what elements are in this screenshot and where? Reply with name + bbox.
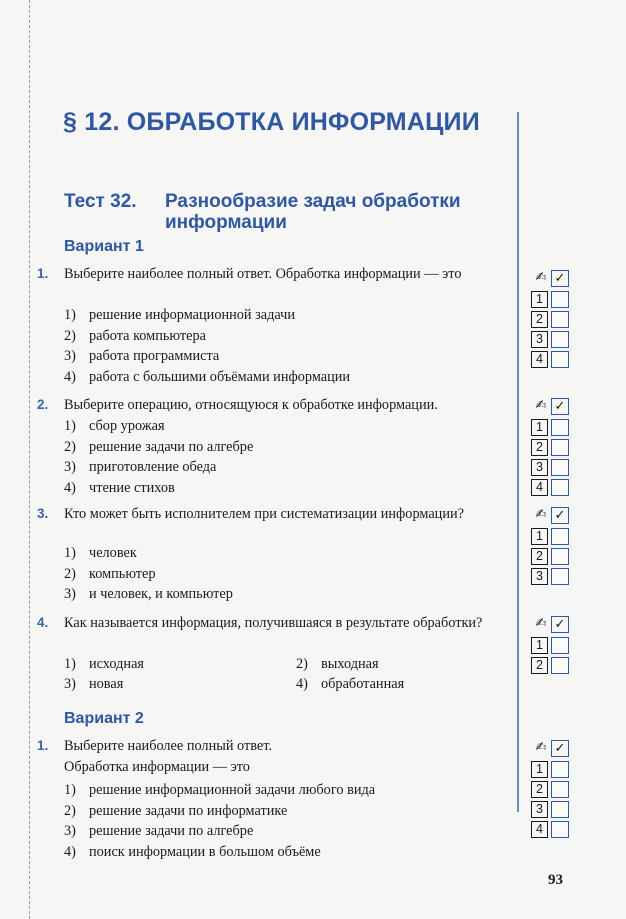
answer-cell[interactable] [551, 479, 569, 496]
pen-icon: ✍ [535, 616, 547, 631]
test-number: Тест 32. [64, 191, 137, 212]
question-text: Кто может быть исполнителем при систематизации информации? [64, 506, 464, 522]
options-list [64, 543, 233, 605]
answer-cell[interactable] [551, 528, 569, 545]
answer-digit: 2 [531, 439, 548, 456]
question-text: Как называется информация, получившаяся в результате обработки? [64, 615, 483, 631]
answer-cell[interactable] [551, 801, 569, 818]
options-grid [64, 654, 504, 696]
answer-digit: 1 [531, 637, 548, 654]
answer-digit: 4 [531, 351, 548, 368]
answer-cell[interactable] [551, 568, 569, 585]
answer-digit: 3 [531, 331, 548, 348]
answer-digit: 3 [531, 801, 548, 818]
cut-line [29, 0, 30, 919]
section-title: § 12. ОБРАБОТКА ИНФОРМАЦИИ [63, 108, 480, 136]
answer-digit: 1 [531, 419, 548, 436]
answer-digit: 1 [531, 528, 548, 545]
option[interactable]: 2) выходная [296, 656, 379, 672]
option[interactable]: 3) работа программиста [64, 348, 220, 364]
question-number: 4. [37, 615, 49, 630]
question-text: Выберите наиболее полный ответ. Обработка информации — это [64, 266, 462, 282]
option[interactable]: 4) обработанная [296, 676, 405, 692]
option[interactable]: 2) компьютер [64, 565, 156, 582]
options-list [64, 780, 375, 862]
answer-cell[interactable] [551, 781, 569, 798]
answer-digit: 2 [531, 657, 548, 674]
check-mark-box: ✓ [551, 616, 569, 633]
option[interactable]: 3) приготовление обеда [64, 459, 217, 475]
answer-cell[interactable] [551, 331, 569, 348]
check-mark-box: ✓ [551, 507, 569, 524]
answer-cell[interactable] [551, 311, 569, 328]
answer-cell[interactable] [551, 637, 569, 654]
answer-cell[interactable] [551, 821, 569, 838]
option[interactable]: 3) и человек, и компьютер [64, 586, 233, 602]
answer-digit: 4 [531, 479, 548, 496]
question-text: Выберите операцию, относящуюся к обработке информации. [64, 397, 438, 413]
option[interactable]: 1) исходная [64, 656, 144, 672]
options-list [64, 305, 350, 387]
option[interactable]: 2) работа компьютера [64, 327, 206, 344]
answer-cell[interactable] [551, 459, 569, 476]
answer-digit: 1 [531, 761, 548, 778]
option[interactable]: 3) решение задачи по алгебре [64, 823, 254, 839]
option[interactable]: 3) новая [64, 676, 124, 692]
option[interactable]: 2) решение задачи по алгебре [64, 438, 254, 455]
question-text-line-2: Обработка информации — это [64, 759, 250, 775]
option[interactable]: 4) работа с большими объёмами информации [64, 368, 351, 385]
answer-cell[interactable] [551, 291, 569, 308]
answer-digit: 2 [531, 781, 548, 798]
answer-cell[interactable] [551, 657, 569, 674]
option[interactable]: 1) сбор урожая [64, 418, 165, 434]
pen-icon: ✍ [535, 507, 547, 522]
answer-digit: 1 [531, 291, 548, 308]
pen-icon: ✍ [535, 740, 547, 755]
option[interactable]: 4) поиск информации в большом объёме [64, 843, 321, 860]
question-number: 1. [37, 738, 49, 753]
answer-cell[interactable] [551, 419, 569, 436]
question-number: 1. [37, 266, 49, 281]
check-mark-box: ✓ [551, 740, 569, 757]
page-number: 93 [548, 872, 563, 888]
check-mark-box: ✓ [551, 398, 569, 415]
answer-digit: 2 [531, 548, 548, 565]
margin-rule [517, 112, 519, 812]
answer-digit: 3 [531, 459, 548, 476]
answer-digit: 2 [531, 311, 548, 328]
variant-2-heading: Вариант 2 [64, 710, 144, 727]
variant-1-heading: Вариант 1 [64, 238, 144, 255]
option[interactable]: 1) решение информационной задачи [64, 307, 296, 323]
question-number: 2. [37, 397, 49, 412]
check-mark-box: ✓ [551, 270, 569, 287]
answer-cell[interactable] [551, 761, 569, 778]
test-title: Разнообразие задач обработки информации [165, 191, 461, 233]
options-list [64, 416, 253, 498]
answer-digit: 4 [531, 821, 548, 838]
option[interactable]: 1) решение информационной задачи любого вида [64, 782, 376, 798]
answer-cell[interactable] [551, 548, 569, 565]
answer-cell[interactable] [551, 351, 569, 368]
option[interactable]: 4) чтение стихов [64, 479, 175, 496]
answer-digit: 3 [531, 568, 548, 585]
pen-icon: ✍ [535, 270, 547, 285]
option[interactable]: 1) человек [64, 545, 137, 561]
pen-icon: ✍ [535, 398, 547, 413]
answer-cell[interactable] [551, 439, 569, 456]
option[interactable]: 2) решение задачи по информатике [64, 802, 288, 819]
question-number: 3. [37, 506, 49, 521]
question-text-line-1: Выберите наиболее полный ответ. [64, 738, 273, 754]
